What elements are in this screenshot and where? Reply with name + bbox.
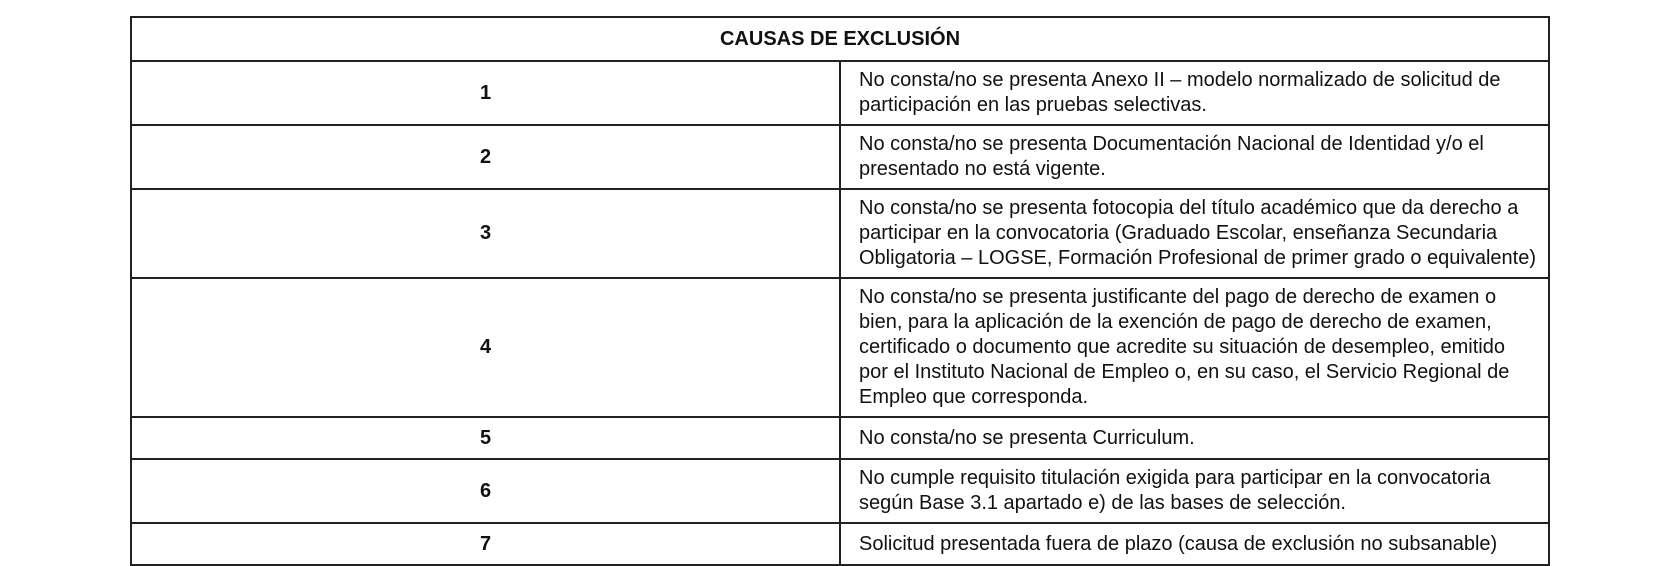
row-number: 7 [131, 523, 840, 565]
table-header-title: CAUSAS DE EXCLUSIÓN [131, 17, 1549, 61]
row-description: No consta/no se presenta Anexo II – modelo normalizado de solicitud de participación en las pruebas selectivas. [840, 61, 1549, 125]
row-number: 2 [131, 125, 840, 189]
row-description: No cumple requisito titulación exigida para participar en la convocatoria según Base 3.1 apartado e) de las bases de selección. [840, 459, 1549, 523]
table-row [131, 189, 1549, 278]
row-number: 1 [131, 61, 840, 125]
table-row [131, 278, 1549, 417]
row-description: No consta/no se presenta Documentación Nacional de Identidad y/o el presentado no está vigente. [840, 125, 1549, 189]
row-description: No consta/no se presenta Curriculum. [840, 417, 1549, 459]
exclusion-causes-table-container [130, 16, 1550, 566]
exclusion-causes-table [130, 16, 1550, 566]
table-row [131, 459, 1549, 523]
row-number: 5 [131, 417, 840, 459]
table-row [131, 61, 1549, 125]
row-description: No consta/no se presenta fotocopia del título académico que da derecho a participar en la convocatoria (Graduado Escolar, enseñanza Secundaria Obligatoria – LOGSE, Formación Profesional de primer grado o equivalente) [840, 189, 1549, 278]
table-row [131, 125, 1549, 189]
row-description: Solicitud presentada fuera de plazo (causa de exclusión no subsanable) [840, 523, 1549, 565]
table-row [131, 523, 1549, 565]
row-number: 4 [131, 278, 840, 417]
row-number: 6 [131, 459, 840, 523]
row-number: 3 [131, 189, 840, 278]
table-row [131, 417, 1549, 459]
table-header-row [131, 17, 1549, 61]
row-description: No consta/no se presenta justificante del pago de derecho de examen o bien, para la aplicación de la exención de pago de derecho de examen, certificado o documento que acredite su situación de desempleo, emitido por el Instituto Nacional de Empleo o, en su caso, el Servicio Regional de Empleo que corresponda. [840, 278, 1549, 417]
